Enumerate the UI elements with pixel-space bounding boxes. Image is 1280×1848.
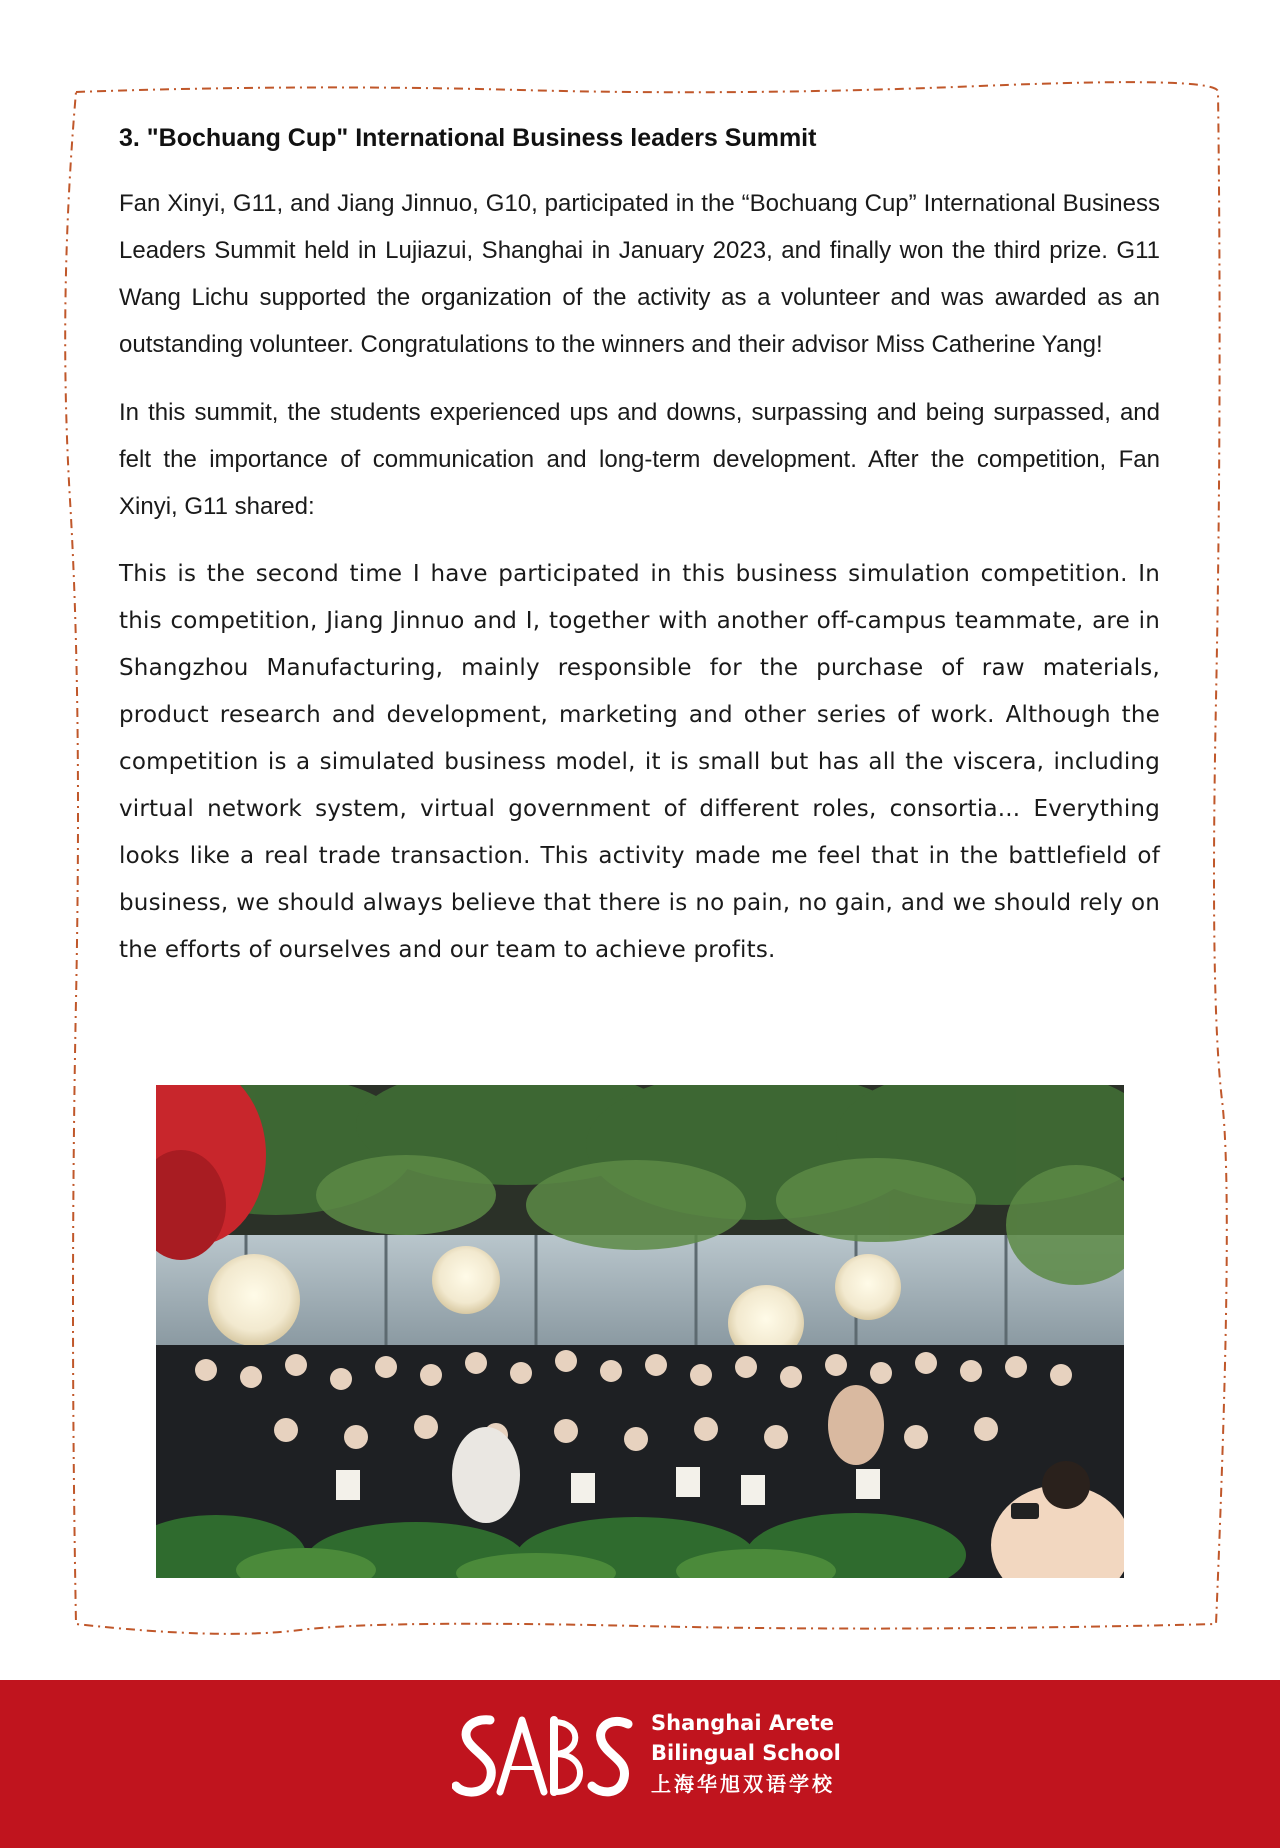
school-name-block xyxy=(651,1708,841,1800)
paragraph-award-summary: Fan Xinyi, G11, and Jiang Jinnuo, G10, participated in the “Bochuang Cup” International Business Leaders Summit held in Lujiazui, Shanghai in January 2023, and finally won the third prize. G11 Wang Lichu supported the organization of the activity as a volunteer and was awarded as an outstanding volunteer. Congratulations to the winners and their advisor Miss Catherine Yang! xyxy=(119,190,1160,358)
school-name-line-1: Shanghai Arete xyxy=(651,1711,834,1735)
school-name-chinese: 上海华旭双语学校 xyxy=(651,1772,835,1796)
section-heading: 3. "Bochuang Cup" International Business leaders Summit xyxy=(119,124,817,152)
school-name-line-2: Bilingual School xyxy=(651,1741,841,1765)
article-content xyxy=(119,118,1160,995)
school-logo xyxy=(452,1710,638,1802)
group-photo xyxy=(156,1085,1124,1578)
footer-bar xyxy=(0,1680,1280,1848)
paragraph-student-quote: This is the second time I have participated in this business simulation competition. In this competition, Jiang Jinnuo and I, together with another off-campus teammate, are in Shangzhou Manufacturing, mainly responsible for the purchase of raw materials, product research and development, marketing and other series of work. Although the competition is a simulated business model, it is small but has all the viscera, including virtual network system, virtual government of different roles, consortia... Everything looks like a real trade transaction. This activity made me feel that in the battlefield of business, we should always believe that there is no pain, no gain, and we should rely on the efforts of ourselves and our team to achieve profits. xyxy=(119,561,1160,963)
paragraph-summit-experience: In this summit, the students experienced ups and downs, surpassing and being surpassed, and felt the importance of communication and long-term development. After the competition, Fan Xinyi, G11 shared: xyxy=(119,399,1160,520)
